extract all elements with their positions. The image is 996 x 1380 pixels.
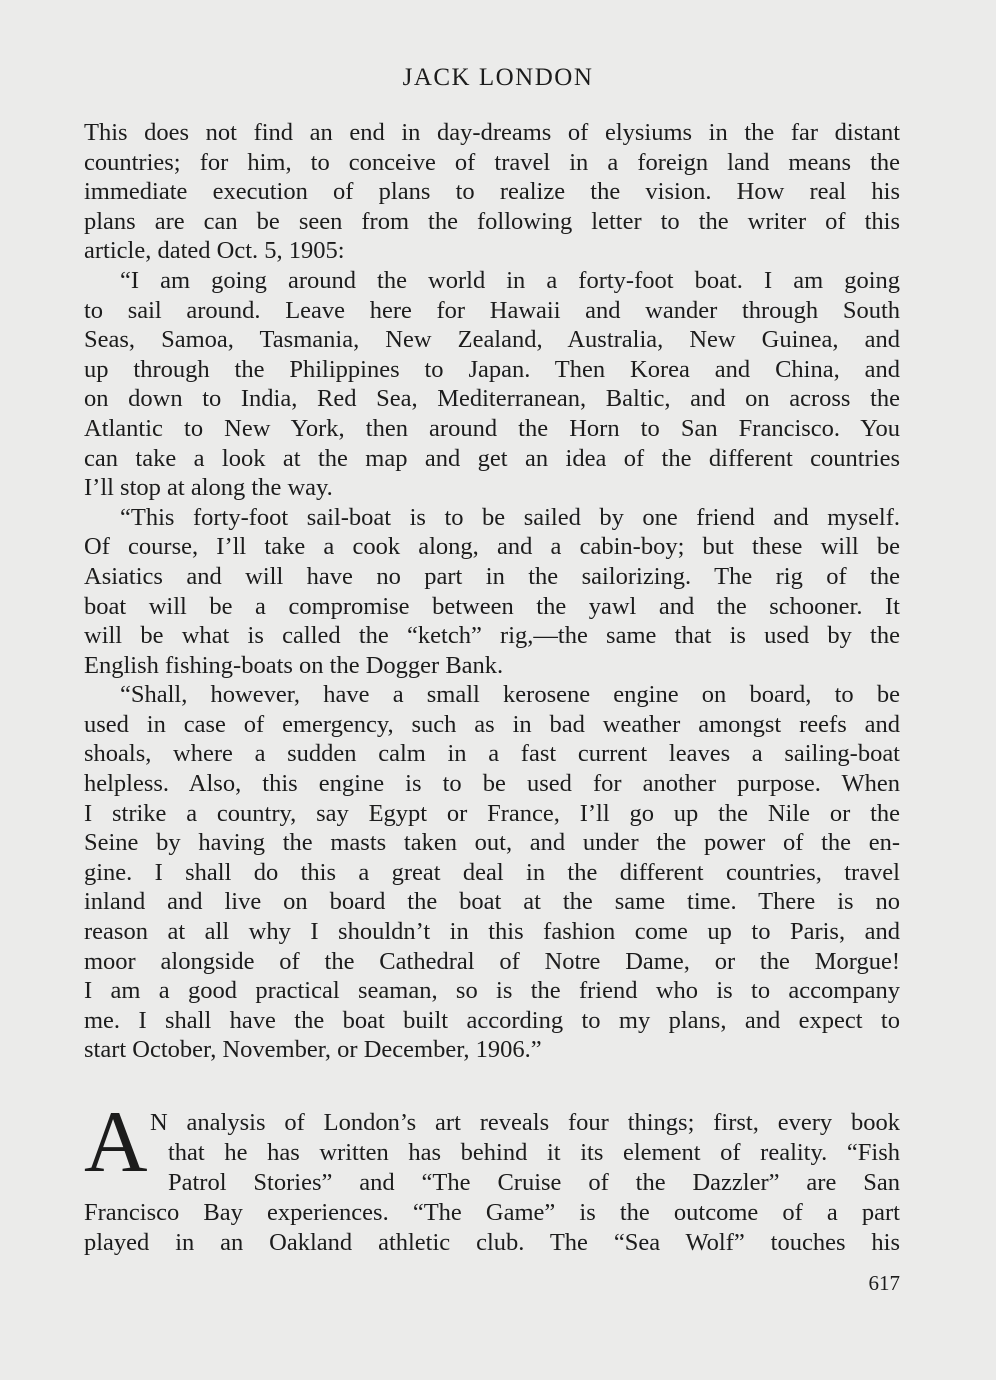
paragraph-letter-3 xyxy=(84,680,900,1065)
text-line: This does not find an end in day-dreams of elysiums in the far distant xyxy=(84,119,900,146)
text-line: I strike a country, say Egypt or France, I’ll go up the Nile or the xyxy=(84,799,900,827)
text-line: gine. I shall do this a great deal in the different countries, travel xyxy=(84,858,900,886)
text-line: Atlantic to New York, then around the Horn to San Francisco. You xyxy=(84,414,900,442)
text-line: Asiatics and will have no part in the sailorizing. The rig of the xyxy=(84,562,900,590)
text-line: moor alongside of the Cathedral of Notre Dame, or the Morgue! xyxy=(84,947,900,975)
text-line: “Shall, however, have a small kerosene engine on board, to be xyxy=(120,681,900,709)
text-line: Of course, I’ll take a cook along, and a cabin-boy; but these will be xyxy=(84,533,900,561)
section-analysis xyxy=(84,1094,900,1258)
text-line: on down to India, Red Sea, Mediterranean, Baltic, and on across the xyxy=(84,385,900,413)
text-line: Francisco Bay experiences. “The Game” is the outcome of a part xyxy=(84,1199,900,1226)
text-line: start October, November, or December, 1906.” xyxy=(84,1036,542,1064)
text-line: “I am going around the world in a forty-foot boat. I am going xyxy=(120,266,900,294)
text-line: reason at all why I shouldn’t in this fashion come up to Paris, and xyxy=(84,918,900,946)
paragraph-intro xyxy=(84,118,900,266)
text-line: immediate execution of plans to realize the vision. How real his xyxy=(84,178,900,206)
text-line: inland and live on board the boat at the same time. There is no xyxy=(84,888,900,916)
text-line: Patrol Stories” and “The Cruise of the Dazzler” are San xyxy=(168,1169,900,1196)
running-head: JACK LONDON xyxy=(402,64,594,91)
text-line: N analysis of London’s art reveals four things; first, every book xyxy=(150,1109,900,1136)
text-line: Seas, Samoa, Tasmania, New Zealand, Australia, New Guinea, and xyxy=(84,326,900,354)
text-line: to sail around. Leave here for Hawaii and wander through South xyxy=(84,296,900,324)
text-line: article, dated Oct. 5, 1905: xyxy=(84,237,345,265)
text-line: shoals, where a sudden calm in a fast current leaves a sailing-boat xyxy=(84,740,900,768)
paragraph-letter-2 xyxy=(84,503,900,681)
text-line: plans are can be seen from the following letter to the writer of this xyxy=(84,207,900,235)
text-line: Seine by having the masts taken out, and under the power of the en- xyxy=(84,829,900,857)
text-line: played in an Oakland athletic club. The “Sea Wolf” touches his xyxy=(84,1229,900,1256)
text-line: I am a good practical seaman, so is the friend who is to accompany xyxy=(84,977,900,1005)
text-line: can take a look at the map and get an idea of the different countries xyxy=(84,444,900,472)
text-line: helpless. Also, this engine is to be used for another purpose. When xyxy=(84,770,900,798)
paragraph-letter-1 xyxy=(84,266,900,503)
body-text xyxy=(84,118,900,1065)
text-line: that he has written has behind it its element of reality. “Fish xyxy=(168,1139,900,1166)
text-line: English fishing-boats on the Dogger Bank. xyxy=(84,651,504,679)
text-line: used in case of emergency, such as in bad weather amongst reefs and xyxy=(84,710,900,738)
text-line: countries; for him, to conceive of travel in a foreign land means the xyxy=(84,148,900,176)
page-number: 617 xyxy=(868,1271,900,1295)
text-line: I’ll stop at along the way. xyxy=(84,474,333,502)
text-line: me. I shall have the boat built according to my plans, and expect to xyxy=(84,1006,900,1034)
text-line: “This forty-foot sail-boat is to be sailed by one friend and myself. xyxy=(120,503,900,531)
text-line: will be what is called the “ketch” rig,—the same that is used by the xyxy=(84,622,900,650)
text-line: boat will be a compromise between the yawl and the schooner. It xyxy=(84,592,900,620)
text-line: up through the Philippines to Japan. Then Korea and China, and xyxy=(84,355,900,383)
drop-cap: A xyxy=(84,1094,148,1191)
